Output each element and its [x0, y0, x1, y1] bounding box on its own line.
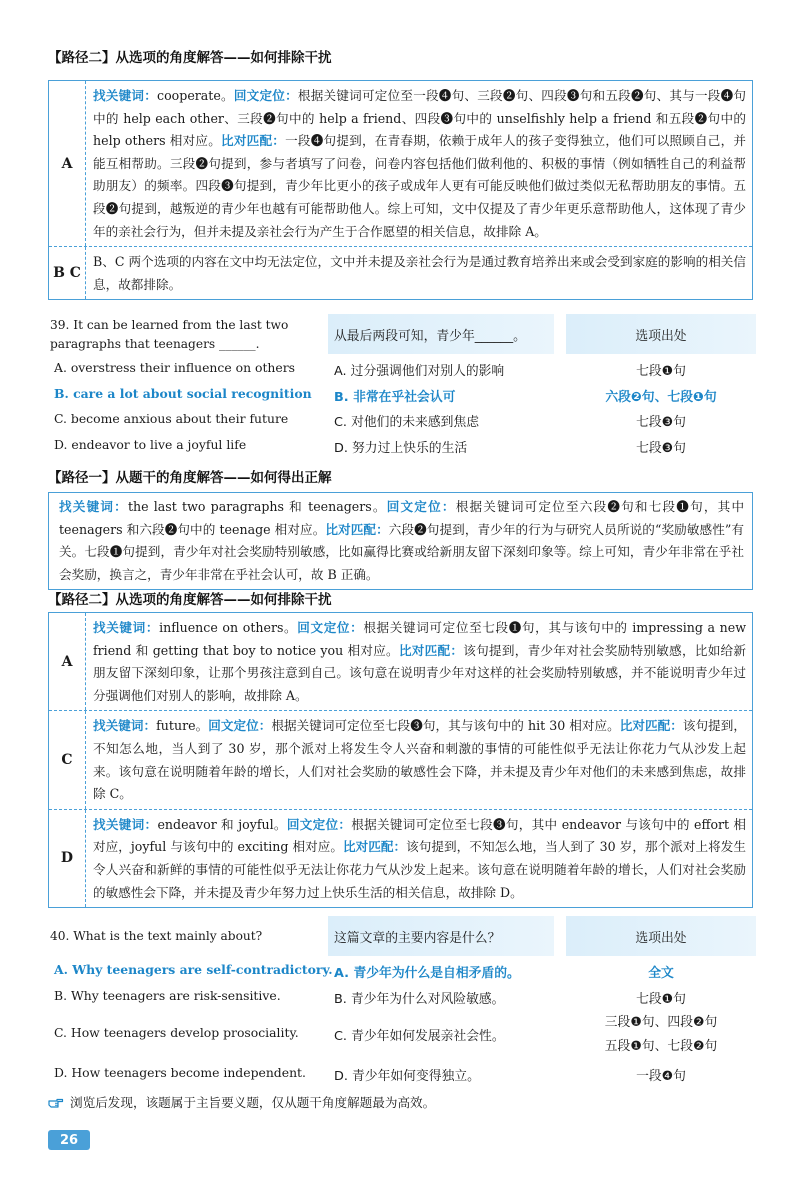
keyword-text: endeavor 和 joyful。: [157, 816, 287, 832]
option-en: A. overstress their influence on others: [54, 360, 296, 375]
option-label: C: [49, 711, 86, 808]
locate-text: 根据关键词可定位至七段❶句，其与该句中的 impressing a new friend 和 getting that boy to notice you 相对应。: [93, 620, 746, 658]
q39-header: [48, 314, 760, 356]
match-label: 比对匹配：: [619, 718, 683, 734]
option-source: 七段❶句: [636, 991, 686, 1007]
option-bc-analysis: [49, 246, 752, 299]
option-row-correct: [48, 958, 760, 984]
option-source: 七段❸句: [636, 415, 686, 430]
option-row: [48, 407, 760, 433]
path2-q39-box: [48, 612, 753, 908]
analysis-text: [86, 613, 752, 710]
option-label: A: [49, 613, 86, 710]
option-d-analysis: [49, 809, 752, 907]
analysis-text: B、C 两个选项的内容在文中均无法定位，文中并未提及亲社会行为是通过教育培养出来或会受到家庭的影响的相关信息，故都排除。: [93, 254, 746, 292]
option-c-analysis: [49, 710, 752, 808]
option-row: [48, 1061, 760, 1087]
match-label: 比对匹配：: [398, 642, 464, 658]
option-en: C. How teenagers develop prosociality.: [54, 1025, 299, 1040]
option-source: 全文: [648, 966, 674, 981]
question-en: 40. What is the text mainly about?: [50, 929, 263, 943]
analysis-text: [86, 711, 752, 808]
analysis-text: [49, 493, 752, 589]
option-zh: A. 青少年为什么是自相矛盾的。: [334, 966, 520, 981]
option-label: D: [49, 810, 86, 907]
q40-header: [48, 916, 760, 958]
keyword-label: 找关键词：: [93, 718, 157, 734]
option-source-2: 五段❶句、七段❷句: [604, 1039, 718, 1054]
keyword-text: influence on others。: [159, 620, 298, 635]
path2-top-box: [48, 80, 753, 300]
tip-text: 浏览后发现，该题属于主旨要义题，仅从题干角度解题最为高效。: [70, 1095, 436, 1110]
option-zh: B. 非常在乎社会认可: [334, 389, 456, 405]
keyword-text: cooperate。: [157, 88, 234, 103]
option-en: B. care a lot about social recognition: [54, 385, 312, 401]
option-row: [48, 433, 760, 459]
option-row: [48, 984, 760, 1010]
locate-label: 回文定位：: [208, 718, 272, 734]
match-label: 比对匹配：: [343, 839, 407, 855]
option-row: [48, 356, 760, 382]
option-label: B C: [49, 247, 86, 299]
match-label: 比对匹配：: [221, 133, 286, 149]
option-en: B. Why teenagers are risk-sensitive.: [54, 987, 281, 1003]
option-row-correct: [48, 382, 760, 408]
keyword-text: the last two paragraphs 和 teenagers。: [127, 499, 387, 514]
question-zh: 这篇文章的主要内容是什么？: [334, 930, 501, 946]
option-en: A. Why teenagers are self-contradictory.: [54, 962, 333, 977]
option-a-analysis: [49, 613, 752, 710]
pointing-hand-icon: [48, 1095, 64, 1109]
option-en: D. endeavor to live a joyful life: [54, 436, 247, 452]
option-zh: C. 青少年如何发展亲社会性。: [334, 1029, 505, 1044]
tip-note: [48, 1092, 435, 1111]
source-header: 选项出处: [635, 930, 687, 946]
q40-table: [48, 916, 760, 1087]
keyword-label: 找关键词：: [93, 620, 160, 635]
locate-label: 回文定位：: [386, 499, 456, 514]
keyword-text: future。: [156, 718, 209, 734]
option-zh: A. 过分强调他们对别人的影响: [334, 364, 505, 379]
keyword-label: 找关键词：: [59, 499, 128, 514]
match-text: 一段❹句提到，在青春期，依赖于成年人的孩子变得独立，他们可以照顾自己，并能互相帮助。三段❷句提到，参与者填写了问卷，问卷内容包括他们做利他的、积极的事情（例如牺牲自己的利益帮助朋友）的频率。四段❸句提到，青少年比更小的孩子或成年人更有可能反映他们做过类似无私帮助朋友的事情。五段❷句提到，越叛逆的青少年也越有可能帮助他人。综上可知，文中仅提及了青少年更乐意帮助他人，这体现了青少年的亲社会行为，但并未提及亲社会行为产生于合作愿望的相关信息，故排除 A。: [93, 133, 747, 239]
section-heading-path1: 【路径一】从题干的角度解答——如何得出正解: [48, 470, 332, 486]
option-row: [48, 1009, 760, 1061]
option-source-multi: [566, 1011, 756, 1059]
locate-text: 根据关键词可定位至一段❹句、三段❷句、四段❸句和五段❷句、其与一段❹句中的 help each other、三段❷句中的 help a friend、四段❸句中的 unselfishly help a friend 和五段❷句中的 help others 相对应。: [93, 88, 747, 149]
option-source: 一段❹句: [636, 1069, 686, 1084]
locate-text: 根据关键词可定位至七段❸句，其中 endeavor 与该句中的 effort 相对应，joyful 与该句中的 exciting 相对应。: [93, 816, 747, 855]
source-header: 选项出处: [635, 328, 687, 344]
match-text: 该句提到，青少年对社会奖励特别敏感，比如给新朋友留下深刻印象，让那个男孩注意到自己。该句意在说明青少年对这样的社会奖励特别敏感，并不能说明青少年过分强调他们对别人的影响，故排除 A。: [93, 642, 747, 703]
option-source: 六段❷句、七段❶句: [605, 389, 717, 405]
option-zh: B. 青少年为什么对风险敏感。: [334, 991, 505, 1007]
option-en: D. How teenagers become independent.: [54, 1065, 306, 1080]
question-en: 39. It can be learned from the last two paragraphs that teenagers ______.: [50, 318, 289, 351]
analysis-text: [86, 81, 752, 246]
keyword-label: 找关键词：: [93, 88, 158, 103]
section-heading-path2-q39: 【路径二】从选项的角度解答——如何排除干扰: [48, 592, 332, 608]
match-text: 该句提到，不知怎么地，当人到了 30 岁，那个派对上将发生令人兴奋和新鲜的事情的可能性似乎无法让你花力气从沙发上起来。该句意在说明随着年龄的增长，人们对社会奖励的敏感性会下降，并未提及青少年努力过上快乐生活的相关信息，故排除 D。: [93, 839, 746, 900]
option-zh: D. 青少年如何变得独立。: [334, 1069, 480, 1084]
keyword-label: 找关键词：: [93, 816, 158, 832]
option-label: A: [49, 81, 86, 246]
question-zh: 从最后两段可知，青少年______。: [334, 328, 526, 344]
option-source: 七段❶句: [636, 364, 686, 379]
analysis-text: [86, 810, 752, 907]
option-zh: D. 努力过上快乐的生活: [334, 440, 468, 456]
locate-text: 根据关键词可定位至六段❷句和七段❶句，其中 teenagers 和六段❷句中的 teenage 相对应。: [59, 499, 745, 537]
locate-label: 回文定位：: [233, 88, 298, 103]
locate-label: 回文定位：: [297, 620, 364, 635]
section-heading-path2-top: 【路径二】从选项的角度解答——如何排除干扰: [48, 50, 332, 66]
match-text: 六段❷句提到，青少年的行为与研究人员所说的“奖励敏感性”有关。七段❶句提到，青少年对社会奖励特别敏感，比如赢得比赛或给新朋友留下深刻印象等。综上可知，青少年非常在乎社会奖励，换言之，青少年非常在乎社会认可，故 B 正确。: [59, 521, 744, 582]
match-label: 比对匹配：: [325, 521, 389, 537]
match-text: 该句提到，不知怎么地，当人到了 30 岁，那个派对上将发生令人兴奋和刺激的事情的可能性似乎无法让你花力气从沙发上起来。该句意在说明随着年龄的增长，人们对社会奖励的敏感性会下降，并未提及青少年对他们的未来感到焦虑，故排除 C。: [93, 718, 747, 802]
path1-box: [48, 492, 753, 590]
q39-table: [48, 314, 760, 458]
locate-text: 根据关键词可定位至七段❸句，其与该句中的 hit 30 相对应。: [271, 718, 620, 734]
option-a-analysis: [49, 81, 752, 246]
option-source: 三段❶句、四段❷句: [604, 1015, 718, 1030]
option-en: C. become anxious about their future: [54, 411, 289, 426]
locate-label: 回文定位：: [286, 816, 352, 832]
option-zh: C. 对他们的未来感到焦虑: [334, 415, 480, 430]
page-number: 26: [48, 1130, 90, 1150]
option-source: 七段❸句: [636, 440, 686, 456]
